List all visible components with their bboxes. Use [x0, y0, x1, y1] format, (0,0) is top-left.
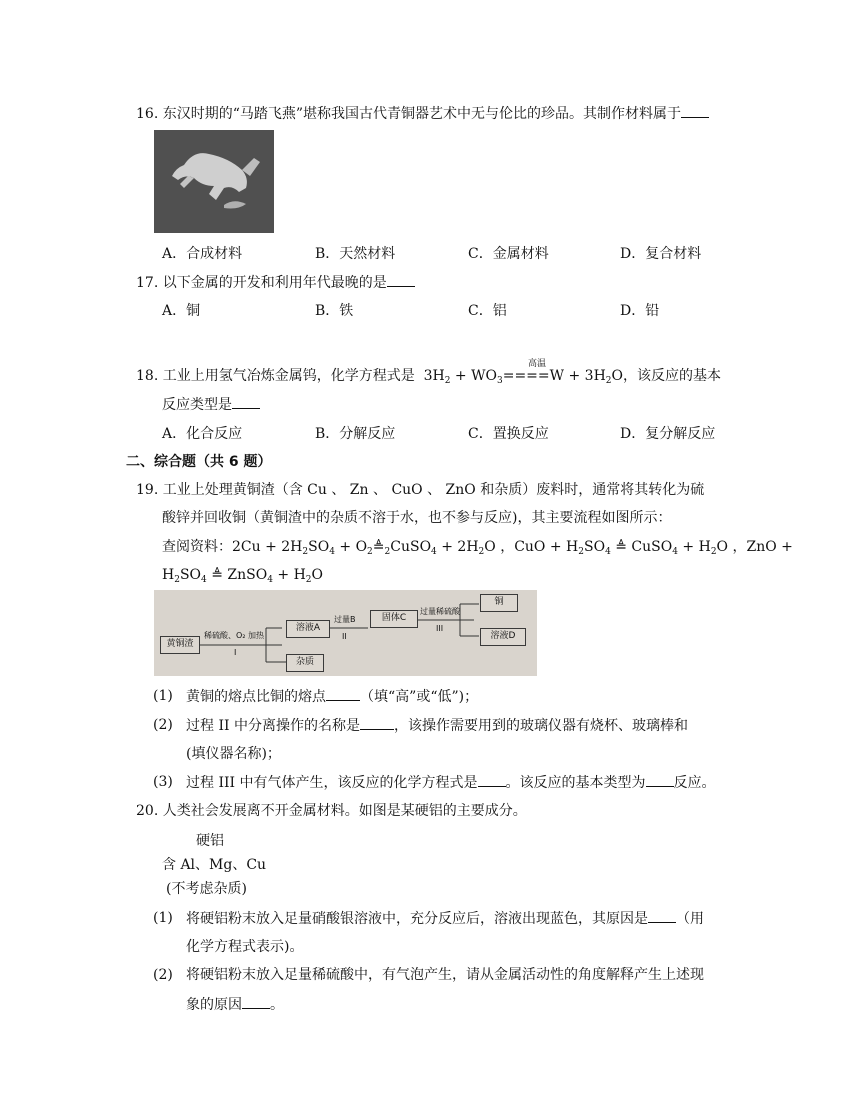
flow-label-step2: 过量B [334, 615, 356, 624]
q20-sub2-number: (2) [153, 967, 173, 983]
q20-box-line3: (不考虑杂质) [166, 881, 247, 897]
q17-option-d[interactable]: D．铅 [620, 303, 660, 319]
q19-sub2-number: (2) [153, 717, 173, 733]
q20-sub2-cont: 象的原因 。 [186, 994, 284, 1015]
q18-option-b[interactable]: B．分解反应 [315, 426, 396, 442]
answer-blank[interactable] [232, 394, 260, 409]
q17-option-c[interactable]: C．铝 [468, 303, 507, 319]
flow-label-step1: 稀硫酸、O₂ 加热 [204, 631, 265, 640]
q18-text: 18. 工业上用氢气冶炼金属钨，化学方程式是 $3H_2 + WO_3====W + 3H_2O$，该反应的基本 [136, 368, 721, 386]
q19-sub3: 过程 III 中有气体产生，该反应的化学方程式是 。该反应的基本类型为 反应。 [186, 772, 716, 793]
q20-sub1-number: (1) [153, 910, 173, 926]
answer-blank[interactable] [646, 772, 674, 787]
q19-sub2-cont: (填仪器名称)； [186, 746, 281, 762]
q18-condition: 高温 [528, 359, 547, 369]
flow-label-step2-num: II [342, 632, 347, 641]
q19-reference-cont: $H_2SO_4$ ≜ ZnSO$_4$ + $H_2O$ [162, 567, 324, 585]
flow-label-step3: 过量稀硫酸 [420, 607, 460, 616]
flow-box-impurity: 杂质 [286, 654, 324, 672]
q16-option-b[interactable]: B．天然材料 [315, 246, 396, 262]
q18-option-c[interactable]: C．置换反应 [468, 426, 549, 442]
q17-option-a[interactable]: A．铜 [162, 303, 201, 319]
q18-equation: $3H_2 + WO_3====W + 3H_2O$ [419, 368, 623, 386]
q16-text: 16. 东汉时期的“马踏飞燕”堪称我国古代青铜器艺术中无与伦比的珍品。其制作材料属于 [136, 103, 709, 124]
answer-blank[interactable] [478, 772, 506, 787]
q16-option-a[interactable]: A．合成材料 [162, 246, 243, 262]
answer-blank[interactable] [360, 715, 394, 730]
q16-option-d[interactable]: D．复合材料 [620, 246, 702, 262]
q17-text: 17. 以下金属的开发和利用年代最晚的是 [136, 272, 415, 293]
flow-box-c: 固体C [370, 610, 418, 628]
q16-option-c[interactable]: C．金属材料 [468, 246, 549, 262]
q20-sub2: 将硬铝粉末放入足量稀硫酸中，有气泡产生，请从金属活动性的角度解释产生上述现 [186, 967, 704, 983]
process-flow-diagram [154, 590, 537, 676]
q19-sub3-number: (3) [153, 774, 173, 790]
reaction-equations: $2Cu + 2H_2SO_4$ + $O_2≜_2CuSO_4 + 2H_2O$ ，CuO + $H_2SO_4$ ≜ CuSO$_4$ + $H_2O$ ，ZnO + [232, 539, 793, 557]
q19-sub1: 黄铜的熔点比铜的熔点 （填“高”或“低”)； [186, 686, 478, 707]
q18-option-a[interactable]: A．化合反应 [162, 426, 243, 442]
q20-box-line2: 含 Al、Mg、Cu [162, 857, 267, 873]
answer-blank[interactable] [648, 908, 676, 923]
section-heading: 二、综合题（共 6 题） [126, 454, 272, 470]
horse-statue-image [154, 130, 274, 233]
q20-sub1-cont: 化学方程式表示)。 [186, 939, 304, 955]
flow-box-a: 溶液A [286, 620, 330, 638]
flow-label-step1-num: I [234, 648, 237, 657]
answer-blank[interactable] [681, 103, 709, 118]
q19-line2: 酸锌并回收铜（黄铜渣中的杂质不溶于水，也不参与反应)，其主要流程如图所示： [162, 510, 672, 526]
q19-sub1-number: (1) [153, 688, 173, 704]
q20-sub1: 将硬铝粉末放入足量硝酸银溶液中，充分反应后，溶液出现蓝色，其原因是 （用 [186, 908, 704, 929]
q19-sub2: 过程 II 中分离操作的名称是 ，该操作需要用到的玻璃仪器有烧杯、玻璃棒和 [186, 715, 688, 736]
q18-option-d[interactable]: D．复分解反应 [620, 426, 716, 442]
q18-line2: 反应类型是 [162, 394, 260, 415]
q19-line1: 19. 工业上处理黄铜渣（含 Cu 、 Zn 、 CuO 、 ZnO 和杂质）废料时，通常将其转化为硫 [136, 482, 705, 498]
q20-line1: 20. 人类社会发展离不开金属材料。如图是某硬铝的主要成分。 [136, 803, 527, 819]
answer-blank[interactable] [326, 686, 360, 701]
flow-label-step3-num: III [436, 624, 444, 633]
answer-blank[interactable] [242, 994, 270, 1009]
flow-box-copper: 铜 [480, 594, 518, 612]
answer-blank[interactable] [387, 272, 415, 287]
q17-option-b[interactable]: B．铁 [315, 303, 354, 319]
q19-reference: 查阅资料：$2Cu + 2H_2SO_4$ + $O_2≜_2CuSO_4 + 2H_2O$ ，CuO + $H_2SO_4$ ≜ CuSO$_4$ + $H_2O$ ，ZnO + [162, 539, 793, 557]
q20-box-title: 硬铝 [196, 833, 224, 849]
flow-box-start: 黄铜渣 [160, 636, 200, 654]
flow-box-d: 溶液D [480, 628, 526, 646]
